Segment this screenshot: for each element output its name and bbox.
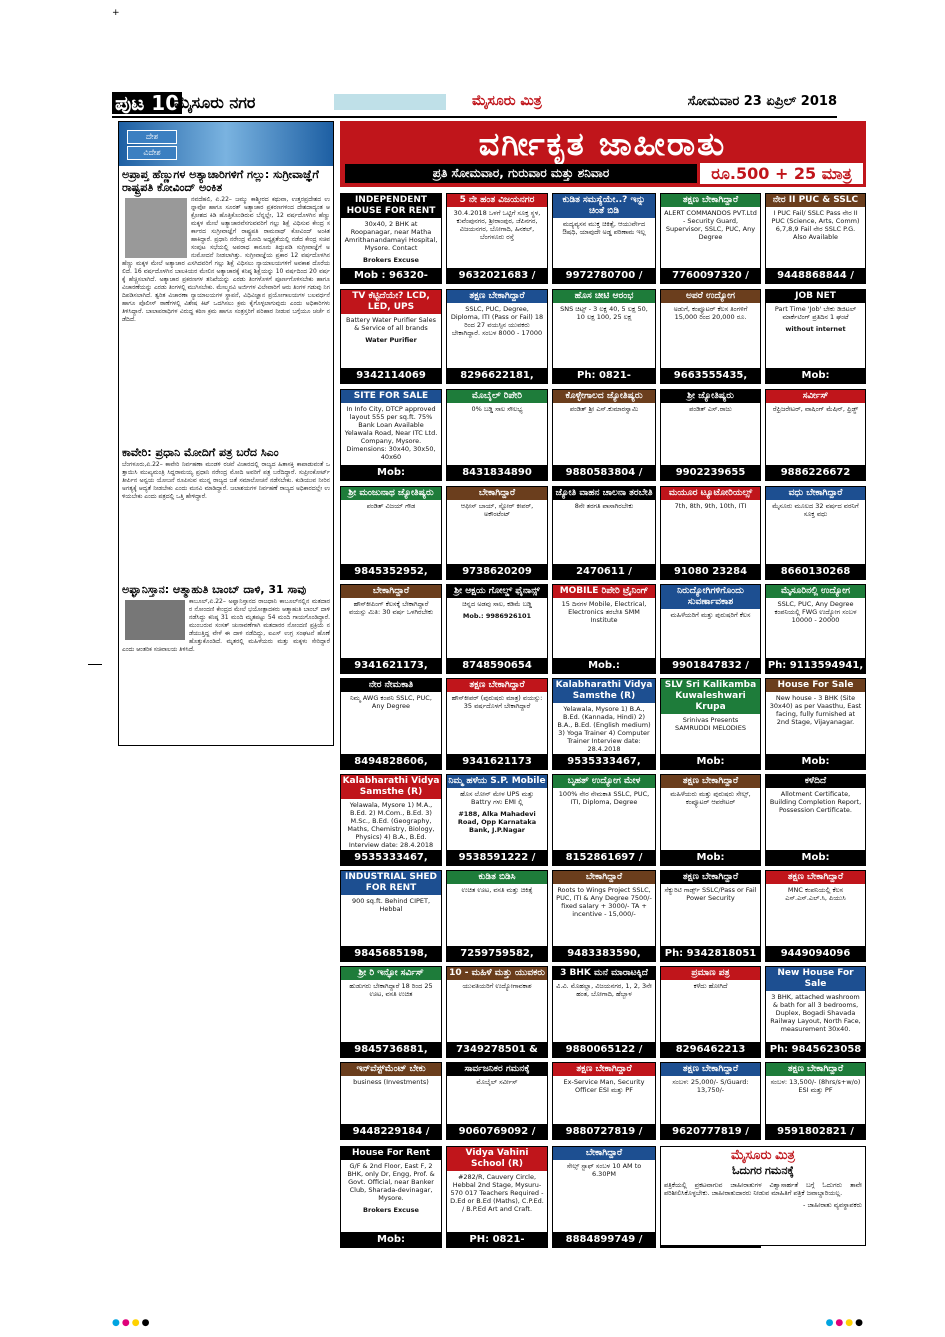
ad-text: ALERT COMMANDOS PVT.Ltd - Security Guard, Supervisor, SSLC, PUC, Any Degree: [664, 209, 757, 241]
ad-text: Ex-Service Man, Security Officer ESI ಮತ್ತು PF: [563, 1078, 645, 1094]
ad-text: 100% ನೇರ ನೇಮಕಾತಿ SSLC, PUC, ITI, Diploma, Degree: [558, 790, 650, 806]
classified-ad: [446, 1146, 548, 1248]
ad-phone: 8296462213: [661, 1042, 760, 1057]
ad-text: ಮೈಸೂರು ಮೂಲದ 32 ವರ್ಷದ ವರನಿಗೆ ಸೂಕ್ತ ವಧು: [772, 502, 859, 518]
ad-heading: ಕುಡಿತ ಸಮಸ್ಯೆಯೇ..? ಇನ್ನು ಚಿಂತೆ ಬಿಡಿ: [553, 194, 655, 218]
ad-phone: 9901847832 /: [661, 658, 760, 673]
ad-phone: 9738620209: [447, 564, 547, 579]
ad-phone: 9591802821 /: [766, 1124, 865, 1139]
classified-ad: [446, 289, 548, 384]
ad-phone: Mob:: [766, 754, 865, 769]
ad-heading: ಕುಡಿತ ಬಿಡಿಸಿ: [447, 871, 547, 884]
ad-heading: TV ಕೆಟ್ಟಿದೆಯೇ? LCD, LED, UPS: [341, 290, 441, 314]
ad-phone: Ph: 9113594941,: [767, 660, 864, 671]
ad-text: ಕಳೆದು ಹೋಗಿದೆ: [693, 982, 728, 990]
ad-phone: Mob:: [661, 754, 760, 769]
classified-ad: [660, 486, 761, 580]
ad-heading: ತಕ್ಷಣ ಬೇಕಾಗಿದ್ದಾರೆ: [766, 1063, 865, 1076]
ad-text: ಸಂಬಳ: 25,000/- S/Guard: 13,750/-: [672, 1078, 749, 1094]
ad-text: Yelawala, Mysore 1) M.A., B.Ed. 2) M.Com., B.Ed. 3) M.Sc., B.Ed. (Geography, Maths, Chemistry, Biology, Physics) 4) B.A., B.Ed. Interview date: 28.4.2018: [347, 801, 435, 849]
ad-phone: 9632021683 /: [447, 268, 547, 283]
ad-text: New house - 3 BHK (Site 30x40) as per Vaasthu, East facing, fully furnished at 2nd Stage, Vijayanagar.: [769, 694, 862, 726]
ad-text: ಮಹಿಳೆಯರು ಮತ್ತು ಪುರುಷರು ಸೇಲ್ಸ್, ಕಂಪ್ಯೂಟರ್ ಆಪರೇಟರ್: [670, 790, 751, 806]
ad-text: ಪಂಡಿತ್ ಶ್ರೀ ಎಸ್.ಕುಮಾರಸ್ವಾಮಿ: [569, 405, 639, 413]
classified-ad: [660, 289, 761, 384]
classified-ad: [765, 870, 866, 962]
ad-heading: ತಕ್ಷಣ ಬೇಕಾಗಿದ್ದಾರೆ: [661, 194, 760, 207]
ad-phone: 7349278501 &: [447, 1042, 547, 1057]
ad-phone: Ph: 9342818051: [661, 946, 760, 961]
ad-text: ಚಿನ್ನದ ಅಡವು ಸಾಲ, ಕಡಿಮೆ ಬಡ್ಡಿ: [462, 600, 532, 608]
ad-phone: 9880065122 /: [553, 1042, 655, 1057]
ad-text: ಮೊಬೈಲ್ ಸರ್ವೀಸ್: [476, 1078, 518, 1086]
news-headline-1: ಅಪ್ರಾಪ್ತ ಹೆಣ್ಣುಗಳ ಅತ್ಯಾಚಾರಿಗಳಿಗೆ ಗಲ್ಲು: ಸುಗ್ರೀವಾಜ್ಞೆಗೆ ರಾಷ್ಟ್ರಪತಿ ಕೋವಿಂದ್ ಅಂಕಿತ: [122, 168, 319, 194]
ad-heading: ಮೊಬೈಲ್ ರಿಪೇರಿ: [447, 390, 547, 403]
ad-text: I PUC Fail/ SSLC Pass ನೇರ II PUC (Science, Arts, Comm) 6,7,8,9 Fail ನೇರ SSLC P.G. Also Available: [771, 209, 860, 241]
news-headline-2: ಕಾವೇರಿ: ಪ್ರಧಾನಿ ಮೋದಿಗೆ ಪತ್ರ ಬರೆದ ಸಿಎಂ: [122, 446, 279, 459]
classified-ad: [552, 193, 656, 284]
ad-heading: 10 - ಮಹಿಳೆ ಮತ್ತು ಯುವಕರು: [447, 967, 547, 980]
ad-phone: Mob.:: [553, 658, 655, 673]
classified-ad: [552, 966, 656, 1058]
news-headline-3: ಅಫ್ಘಾನಿಸ್ತಾನ: ಆತ್ಮಾಹುತಿ ಬಾಂಬ್ ದಾಳಿ, 31 ಸಾವು: [122, 583, 307, 596]
margin-rule: [88, 664, 102, 665]
ad-phone: 7259759582,: [447, 946, 547, 961]
classified-ad: [340, 870, 442, 962]
classified-ad: [552, 289, 656, 384]
ad-text: ಪಂಡಿತ್ ಎಸ್.ರಾಜು: [689, 405, 732, 413]
ad-text: business (Investments): [353, 1078, 429, 1086]
ad-heading: JOB NET: [766, 290, 865, 303]
page-header: [112, 90, 837, 116]
ad-heading: Vidya Vahini School (R): [447, 1147, 547, 1171]
classified-ad: [765, 774, 866, 866]
page-number: ಪುಟ 10: [112, 92, 182, 114]
ad-text: 0% ಬಡ್ಡಿ ಸಾಲ ಸೌಲಭ್ಯ: [471, 405, 523, 413]
ad-phone: 9663555435,: [661, 368, 760, 383]
ad-text: SSLC, PUC, Degree, Diploma, ITI (Pass or Fail) 18 ರಿಂದ 27 ವಯಸ್ಸಿನ ಯುವಕರು ಬೇಕಾಗಿದ್ದಾರೆ. ಸಂಬಳ 8000 - 17000: [450, 305, 544, 337]
ad-note: #188, Alka Mahadevi Road, Opp Karnataka Bank, J.P.Nagar: [457, 810, 537, 834]
ad-heading: ತಕ್ಷಣ ಬೇಕಾಗಿದ್ದಾರೆ: [661, 1063, 760, 1076]
ad-heading: ನೇರ ನೇಮಕಾತಿ: [341, 679, 441, 692]
ad-phone: Mob : 96320-: [341, 268, 441, 283]
ad-text: Yelawala, Mysore 1) B.A., B.Ed. (Kannada, Hindi) 2) B.A., B.Ed. (English medium) 3) Yoga Trainer 4) Computer Trainer Interview date: 28.4.2018: [557, 705, 651, 753]
reader-notice: [660, 1146, 866, 1246]
classified-ad: [340, 1062, 442, 1140]
ad-heading: ವಧು ಬೇಕಾಗಿದ್ದಾರೆ: [766, 487, 865, 500]
ad-heading: Kalabharathi Vidya Samsthe (R): [553, 679, 655, 703]
ad-text: ಅಡುಗೆ, ಕಂಪ್ಯೂಟರ್ ಕೆಲಸ ತಿಂಗಳಿಗೆ 15,000 ರಿಂದ 20,000 ರೂ.: [673, 305, 748, 321]
ad-phone: 9886226672: [766, 465, 865, 480]
ad-text: ಹುಡುಗರು ಬೇಕಾಗಿದ್ದಾರೆ 18 ರಿಂದ 25 ಊಟ, ವಸತಿ ಉಚಿತ: [349, 982, 433, 998]
globe-banner: [119, 122, 333, 166]
ad-phone: 8431834890: [447, 465, 547, 480]
classified-ad: [340, 193, 442, 284]
header-rule: [112, 116, 837, 118]
ad-phone: 8660130268: [766, 564, 865, 579]
ad-text: 7th, 8th, 9th, 10th, ITI: [674, 502, 747, 510]
ad-text: Roots to Wings Project SSLC, PUC, ITI & Any Degree 7500/- fixed salary + 3000/- TA + incentive - 15,000/-: [556, 886, 652, 918]
ad-phone: 9341621173,: [341, 658, 441, 673]
ad-phone: 9538591222 /: [447, 850, 547, 865]
ad-phone: 9449094096: [766, 946, 865, 961]
ad-phone: 9060769092 /: [447, 1124, 547, 1139]
banner-days: ಪ್ರತಿ ಸೋಮವಾರ, ಗುರುವಾರ ಮತ್ತು ಶನಿವಾರ: [345, 164, 697, 183]
ad-note: Mob.: 9986926101: [462, 612, 532, 620]
classified-ad: [660, 389, 761, 481]
classified-ad: [552, 678, 656, 770]
classified-ad: [765, 678, 866, 770]
classified-ad: [446, 774, 548, 866]
banner-price: ರೂ.500 + 25 ಮಾತ್ರ: [700, 163, 863, 184]
ad-phone: 8296622181,: [447, 368, 547, 383]
ad-text: ಸೆಕ್ಯುರಿಟಿ ಗಾರ್ಡ್ಸ್ SSLC/Pass or Fail Power Security: [664, 886, 757, 902]
classified-ad: [765, 584, 866, 674]
news-column: [118, 121, 334, 746]
ad-heading: ಬೇಕಾಗಿದ್ದಾರೆ: [553, 1147, 655, 1160]
ad-heading: SLV Sri Kalikamba Kuwaleshwari Krupa: [661, 679, 760, 714]
ad-text: ಹೊಸ ಲೋನ್ ಮೇಳ UPS ಮತ್ತು Battry ಗಳು EMI ಲ್ಲಿ: [460, 790, 534, 806]
ad-phone: 8494828606,: [341, 754, 441, 769]
ad-heading: MOBILE ರಿಪೇರಿ ಟ್ರೈನಿಂಗ್: [553, 585, 655, 598]
ad-phone: 2470611 /: [553, 564, 655, 579]
classified-ad: [552, 774, 656, 866]
ad-heading: ಹೊಸ ಚೀಟಿ ಆರಂಭ: [553, 290, 655, 303]
ad-heading: New House For Sale: [766, 967, 865, 991]
classified-ad: [552, 486, 656, 580]
ad-text: Part Time 'Job' ಬೇಕು ಡಿಜಿಟಲ್ ಮಾರ್ಕೆಟಿಂಗ್ ಪ್ರತಿದಿನ 1 ಘಂಟೆ: [774, 305, 857, 321]
ad-phone: 9845736881,: [341, 1042, 441, 1057]
ad-heading: ಕಳೆದಿದೆ: [766, 775, 865, 788]
ad-note: Brokers Excuse: [363, 1206, 419, 1214]
classified-ad: [446, 870, 548, 962]
classified-ad: [552, 1146, 656, 1248]
notice-sign: - ಜಾಹೀರಾತು ವ್ಯವಸ್ಥಾಪಕರು: [803, 1201, 862, 1209]
ad-heading: ಮಯೂರ ಟ್ಯೂಟೋರಿಯಲ್ಸ್: [661, 487, 760, 500]
ad-note: Brokers Excuse: [363, 256, 419, 264]
ad-text: ಹೌಸ್‌ಕೀಪಿಂಗ್ ಕೆಲಸಕ್ಕೆ ಬೇಕಾಗಿದ್ದಾರೆ ವಯಸ್ಸು ಮಿತಿ: 30 ವರ್ಷ ಒಳಗಿರಬೇಕು: [348, 600, 434, 616]
classified-ad: [765, 1062, 866, 1140]
ad-phone: 9902239655: [661, 465, 760, 480]
classified-ad: [660, 1062, 761, 1140]
classified-ad: [446, 486, 548, 580]
ad-phone: PH: 0821-: [447, 1232, 547, 1247]
classified-ad: [552, 870, 656, 962]
ad-phone: 8884899749 /: [553, 1232, 655, 1247]
ad-text: ರೆಫ್ರಿಜರೇಟರ್, ವಾಷಿಂಗ್ ಮೆಷಿನ್, ಫ್ರಿಡ್ಜ್: [772, 405, 859, 413]
ad-heading: ಜ್ಯೋತಿ ವಾಹನ ಚಾಲನಾ ತರಬೇತಿ: [553, 487, 655, 500]
classified-ad: [446, 193, 548, 284]
ad-text: SSLC, PUC, Any Degree ಕಂಪನಿಯಲ್ಲಿ FWG ಉದ್ಯೋಗ ಸಂಬಳ 10000 - 20000: [774, 600, 857, 624]
news-body-3: [119, 598, 333, 708]
classified-ad: [552, 584, 656, 674]
color-dots-left: ●●●●: [112, 1318, 152, 1328]
classified-ad: [340, 289, 442, 384]
ad-phone: 9845352952,: [341, 564, 441, 579]
header-strip: [334, 94, 446, 110]
ad-heading: ಬೇಕಾಗಿದ್ದಾರೆ: [553, 871, 655, 884]
ad-heading: ಶ್ರೀ ಜ್ಯೋತಿಷ್ಯರು: [661, 390, 760, 403]
classified-ad: [765, 966, 866, 1058]
ad-phone: 9342114069: [341, 368, 441, 383]
ad-heading: ತಕ್ಷಣ ಬೇಕಾಗಿದ್ದಾರೆ: [766, 871, 865, 884]
news-tag-desha: ದೇಶ: [127, 130, 177, 144]
ad-text: ಆಫೀಸ್ ಬಾಯ್, ಸ್ಟೋರ್ ಕೀಪರ್, ಅಕೌಂಟೆಂಟ್: [460, 502, 534, 518]
ad-phone: 91080 23284: [661, 564, 760, 579]
ad-heading: ಬೇಕಾಗಿದ್ದಾರೆ: [341, 585, 441, 598]
classified-ad: [660, 966, 761, 1058]
ad-heading: ಅಪರೆ ಉದ್ಯೋಗ: [661, 290, 760, 303]
ad-heading: ತಕ್ಷಣ ಬೇಕಾಗಿದ್ದಾರೆ: [447, 679, 547, 692]
ad-text: Battery Water Purifier Sales & Service of all brands: [346, 316, 436, 332]
banner-title: ವರ್ಗೀಕೃತ ಜಾಹೀರಾತು: [478, 125, 727, 163]
ad-phone: 7760097320 /: [661, 268, 760, 283]
notice-title: ಮೈಸೂರು ಮಿತ್ರ: [731, 1147, 795, 1162]
ad-heading: House For Rent: [341, 1147, 441, 1160]
ad-heading: ಮೈಸೂರಿನಲ್ಲಿ ಉದ್ಯೋಗ: [766, 585, 865, 598]
classified-ad: [765, 486, 866, 580]
ad-heading: INDEPENDENT HOUSE FOR RENT: [341, 194, 441, 218]
ad-text: MNC ಕಂಪನಿಯಲ್ಲಿ ಕೆಲಸ ಎಸ್.ಎಸ್.ಎಲ್.ಸಿ, ಪಿಯುಸಿ: [785, 886, 846, 902]
notice-subtitle: ಓದುಗರ ಗಮನಕ್ಕೆ: [732, 1165, 794, 1177]
president-photo: [125, 198, 187, 258]
ad-text: #282/R, Cauvery Circle, Hebbal 2nd Stage, Mysuru-570 017 Teachers Required - D.Ed or B.Ed (Maths), C.P.Ed. / B.P.Ed Art and Craft.: [450, 1173, 544, 1213]
classified-ad: [765, 389, 866, 481]
classified-ad: [660, 193, 761, 284]
ad-heading: ನಿಮ್ಮ ಹಳೆಯ S.P. Mobile: [448, 776, 546, 786]
ad-text: 30.4.2018 ಒಳಗೆ ಒಟ್ಟಿಗೆ ಸೂಕ್ತ ಸ್ಥಳ, ಕುವೆಂಪುನಗರ, ಶ್ರೀರಾಂಪುರ, ಜೆಪಿನಗರ, ವಿಜಯನಗರ, ಬೋಗಾದಿ, ಹಿನಕಲ್, ಬೆಂಗಳೂರು ರಸ್ತೆ: [453, 209, 541, 241]
classified-ad: [765, 193, 866, 284]
classified-ad: [340, 584, 442, 674]
ad-phone: 9535333467,: [341, 850, 441, 865]
ad-text: Allotment Certificate, Building Completion Report, Possession Certificate.: [769, 790, 862, 814]
ad-heading: ಕೊಳ್ಳೇಗಾಲದ ಜ್ಯೋತಿಷ್ಯರು: [553, 390, 655, 403]
ad-heading: ಶ್ರೀ ಆಕ್ಷಯ ಗೋಲ್ಡ್ ಫೈನಾನ್ಸ್: [447, 585, 547, 598]
ad-heading: 5 ನೇ ಹಂತ ವಿಜಯನಗರ: [447, 194, 547, 207]
classified-ad: [765, 289, 866, 384]
classified-ad: [446, 678, 548, 770]
ad-phone: 9880727819 /: [553, 1124, 655, 1139]
ad-heading: ಬೇಕಾಗಿದ್ದಾರೆ: [447, 487, 547, 500]
classified-ad: [446, 966, 548, 1058]
ad-text: ವಿ.ವಿ. ಮೊಹಲ್ಲಾ, ವಿಜಯನಗರ, 1, 2, 3ನೇ ಹಂತ, ಬೋಗಾದಿ, ಹೆಬ್ಬಾಳ: [556, 982, 652, 998]
ad-heading: ಶ್ರೀ ರಿ ಇನ್ಫೋ ಸರ್ವಿಸ್: [341, 967, 441, 980]
ad-heading: ಪ್ರಮಾಣ ಪತ್ರ: [661, 967, 760, 980]
classified-ad: [340, 774, 442, 866]
classified-ad: [660, 678, 761, 770]
issue-date: ಸೋಮವಾರ 23 ಏಪ್ರಿಲ್ 2018: [687, 94, 837, 109]
ad-heading: 3 BHK ಮನೆ ಮಾರಾಟಕ್ಕಿದೆ: [553, 967, 655, 980]
blast-photo: [125, 600, 185, 640]
news-tag-videsha: ವಿದೇಶ: [127, 146, 177, 160]
ad-heading: ಶ್ರೀ ಮಂಜುನಾಥ ಜ್ಯೋತಿಷ್ಯರು: [341, 487, 441, 500]
ad-phone: Ph: 0821-: [553, 368, 655, 383]
classified-ad: [340, 1146, 442, 1248]
ad-text: ಉಚಿತ ಊಟ, ವಸತಿ ಮತ್ತು ಚಿಕಿತ್ಸೆ: [461, 886, 533, 894]
classified-ad: [446, 584, 548, 674]
ad-phone: 9535333467,: [553, 754, 655, 769]
masthead: ಮೈಸೂರು ಮಿತ್ರ: [472, 93, 542, 109]
ad-phone: 8152861697 /: [553, 850, 655, 865]
registration-marks: +: [112, 8, 121, 18]
ad-heading: ತಕ್ಷಣ ಬೇಕಾಗಿದ್ದಾರೆ: [661, 775, 760, 788]
ad-phone: 9483383590,: [553, 946, 655, 961]
classified-ad: [446, 389, 548, 481]
classified-ad: [340, 678, 442, 770]
ad-text: 30x40, 2 BHK at Roopanagar, near Matha Amrithanandamayi Hospital, Mysore. Contact: [344, 220, 438, 252]
classified-ad: [340, 966, 442, 1058]
news-text-1: ನವದೆಹಲಿ, ಏ.22– ಜಮ್ಮು ಕಾಶ್ಮೀರದ ಕಥುವಾ, ಉತ್ತರಪ್ರದೇಶದ ಉನ್ನಾವೋ ಹಾಗೂ ಸೂರತ್ ಅತ್ಯಾಚಾರ ಪ್ರಕರಣಗಳಿಂದ ದೇಶದಾದ್ಯಂತ ಆಕ್ರೋಶದ ಕಿಡಿ ಹೊತ್ತಿಕೊಂಡಿರುವ ಬೆನ್ನಲ್ಲೇ, 12 ವರ್ಷದೊಳಗಿನ ಹೆಣ್ಣು ಮಕ್ಕಳ ಮೇಲೆ ಅತ್ಯಾಚಾರವೆಸಗುವವರಿಗೆ ಗಲ್ಲು ಶಿಕ್ಷೆ ವಿಧಿಸುವ ಕೇಂದ್ರ ಸರ್ಕಾರದ ಸುಗ್ರೀವಾಜ್ಞೆಗೆ ರಾಷ್ಟ್ರಪತಿ ರಾಮನಾಥ್ ಕೋವಿಂದ್ ಅಂಕಿತ ಹಾಕಿದ್ದಾರೆ. ಪ್ರಧಾನಿ ನರೇಂದ್ರ ಮೋದಿ ಅಧ್ಯಕ್ಷತೆಯಲ್ಲಿ ನಡೆದ ಕೇಂದ್ರ ಸಚಿವ ಸಂಪುಟ ಸಭೆಯಲ್ಲಿ ಅಪರಾಧ ಕಾನೂನು ತಿದ್ದುಪಡಿ ಸುಗ್ರೀವಾಜ್ಞೆಗೆ ಅನುಮೋದನೆ ನೀಡಲಾಗಿತ್ತು. ಸುಗ್ರೀವಾಜ್ಞೆಯ ಪ್ರಕಾರ 12 ವರ್ಷದೊಳಗಿನ ಹೆಣ್ಣು ಮಕ್ಕಳ ಮೇಲೆ ಅತ್ಯಾಚಾರ ಎಸಗಿದವರಿಗೆ ಗಲ್ಲು ಶಿಕ್ಷೆ ವಿಧಿಸಲು ನ್ಯಾಯಾಲಯಗಳಿಗೆ ಅವಕಾಶ ದೊರೆಯಲಿದೆ. 16 ವರ್ಷದೊಳಗಿನ ಬಾಲಕಿಯರ ಮೇಲಿನ ಅತ್ಯಾಚಾರಕ್ಕೆ ಕನಿಷ್ಠ ಶಿಕ್ಷೆಯನ್ನು 10 ವರ್ಷದಿಂದ 20 ವರ್ಷಕ್ಕೆ ಹೆಚ್ಚಿಸಲಾಗಿದೆ. ಅತ್ಯಾಚಾರ ಪ್ರಕರಣಗಳ ತನಿಖೆಯನ್ನು ಎರಡು ತಿಂಗಳೊಳಗೆ ಪೂರ್ಣಗೊಳಿಸಬೇಕು ಹಾಗೂ ವಿಚಾರಣೆಯನ್ನು ಎರಡು ತಿಂಗಳಲ್ಲಿ ಮುಗಿಸಬೇಕು. ಮೇಲ್ಮನವಿ ಅರ್ಜಿಗಳ ವಿಲೇವಾರಿಗೆ ಆರು ತಿಂಗಳ ಗಡುವು ನಿಗದಿಪಡಿಸಲಾಗಿದೆ. ತ್ವರಿತ ವಿಚಾರಣಾ ನ್ಯಾಯಾಲಯಗಳ ಸ್ಥಾಪನೆ, ವಿಧಿವಿಜ್ಞಾನ ಪ್ರಯೋಗಾಲಯಗಳ ಬಲವರ್ಧನೆ ಹಾಗೂ ಪೊಲೀಸ್ ಠಾಣೆಗಳಲ್ಲಿ ವಿಶೇಷ ಕಿಟ್ ಒದಗಿಸಲು ಕ್ರಮ ಕೈಗೊಳ್ಳಲಾಗುವುದು ಎಂದು ಅಧಿಕಾರಿಗಳು ತಿಳಿಸಿದ್ದಾರೆ. ಬಾಲಾಪರಾಧಿಗಳ ವಿರುದ್ಧ ಕಠಿಣ ಕ್ರಮ ಹಾಗೂ ಸಂತ್ರಸ್ತರಿಗೆ ಪರಿಹಾರ ನೀಡುವ ಬಗ್ಗೆಯೂ ಚರ್ಚೆ ನಡೆದಿದೆ.: [122, 196, 330, 323]
ad-phone: 9448868844 /: [766, 268, 865, 283]
ad-phone: Mob:: [341, 1232, 441, 1247]
ad-text: ಯುವತಿಯರಿಗೆ ಉದ್ಯೋಗಾವಕಾಶ: [462, 982, 532, 990]
classified-ad: [660, 584, 761, 674]
classified-ad: [340, 389, 442, 481]
classified-ad: [340, 486, 442, 580]
news-body-1: [119, 196, 333, 444]
classified-ad: [660, 774, 761, 866]
ad-text: Srinivas Presents SAMRUDDI MELODIES: [675, 716, 746, 732]
ad-heading: House For Sale: [766, 679, 865, 692]
news-body-2: ಬೆಂಗಳೂರು,ಏ.22– ಕಾವೇರಿ ನಿರ್ವಹಣಾ ಮಂಡಳಿ ರಚನೆ ವಿಚಾರದಲ್ಲಿ ರಾಜ್ಯದ ಹಿತಾಸಕ್ತಿ ಕಾಪಾಡುವಂತೆ ಒತ್ತಾಯಿಸಿ ಮುಖ್ಯಮಂತ್ರಿ ಸಿದ್ದರಾಮಯ್ಯ ಪ್ರಧಾನಿ ನರೇಂದ್ರ ಮೋದಿ ಅವರಿಗೆ ಪತ್ರ ಬರೆದಿದ್ದಾರೆ. ಸುಪ್ರೀಂಕೋರ್ಟ್ ತೀರ್ಪಿನ ಅನ್ವಯ ಯೋಜನೆ ರೂಪಿಸುವ ಮುನ್ನ ರಾಜ್ಯದ ಜತೆ ಸಮಾಲೋಚನೆ ನಡೆಸಬೇಕು. ಕುಡಿಯುವ ನೀರಿನ ಅಗತ್ಯಕ್ಕೆ ಆದ್ಯತೆ ನೀಡಬೇಕು ಎಂದು ಮನವಿ ಮಾಡಿದ್ದಾರೆ. ಜಲಾಶಯಗಳ ನಿರ್ವಹಣೆ ರಾಜ್ಯದ ಅಧಿಕಾರದಲ್ಲೇ ಉಳಿಯಬೇಕು ಎಂದು ಪತ್ರದಲ್ಲಿ ಒತ್ತಿ ಹೇಳಿದ್ದಾರೆ.: [122, 461, 330, 500]
ad-text: 900 sq.ft. Behind CIPET, Hebbal: [351, 897, 431, 913]
color-dots-right: ●●●●: [825, 1318, 865, 1328]
ad-note: Water Purifier: [365, 336, 417, 344]
classified-ad: [552, 1062, 656, 1140]
ad-heading: ತಕ್ಷಣ ಬೇಕಾಗಿದ್ದಾರೆ: [661, 871, 760, 884]
ad-phone: 9845685198,: [341, 946, 441, 961]
ad-heading: ತಕ್ಷಣ ಬೇಕಾಗಿದ್ದಾರೆ: [553, 1063, 655, 1076]
ad-text: G/F & 2nd Floor, East F, 2 BHK, only Dr, Engg, Prof. & Govt. Official, near Banker Club, Sharada-devinagar, Mysore.: [347, 1162, 435, 1202]
ad-phone: Mob:: [661, 850, 760, 865]
notice-text: ಪತ್ರಿಕೆಯಲ್ಲಿ ಪ್ರಕಟವಾಗುವ ಜಾಹೀರಾತುಗಳ ವಿಶ್ವಾಸಾರ್ಹತೆ ಬಗ್ಗೆ ಓದುಗರು ತಾವೇ ಪರಿಶೀಲಿಸಿಕೊಳ್ಳಬೇಕು. ಜಾಹೀರಾತುದಾರರು ನೀಡುವ ಮಾಹಿತಿಗೆ ಪತ್ರಿಕೆ ಜವಾಬ್ದಾರಿಯಲ್ಲ.: [664, 1181, 862, 1197]
ad-text: 3 BHK, attached washroom & bath for all 3 bedrooms, Duplex, Bogadi Shavada Railway Layout, North Face, measurement 30x40.: [770, 993, 861, 1033]
ad-text: In Info City, DTCP approved layout 555 per sq.ft. 75% Bank Loan Available Yelawala Road, Near ITC Ltd. Company, Mysore. Dimensions: 30x40, 30x50, 40x60: [344, 405, 438, 461]
ad-text: ಮದ್ಯವ್ಯಸನ ಮುಕ್ತ ಚಿಕಿತ್ಸೆ, ಆಯುರ್ವೇದ ಔಷಧಿ, ಯಾವುದೇ ಅಡ್ಡ ಪರಿಣಾಮ ಇಲ್ಲ: [562, 220, 646, 236]
ad-phone: Ph: 9845623058: [766, 1042, 865, 1057]
ad-heading: SITE FOR SALE: [341, 390, 441, 403]
ad-heading: INDUSTRIAL SHED FOR RENT: [341, 871, 441, 895]
ad-note: without internet: [785, 325, 846, 333]
ad-heading: ತಕ್ಷಣ ಬೇಕಾಗಿದ್ದಾರೆ: [447, 290, 547, 303]
ad-heading: ಇನ್‌ವೆಸ್ಟ್‌ಮೆಂಟ್ ಬೇಕು: [341, 1063, 441, 1076]
ad-heading: ಸಾರ್ವಜನಿಕರ ಗಮನಕ್ಕೆ: [447, 1063, 547, 1076]
ad-text: SNS ಚಿಟ್ಸ್ - 3 ಲಕ್ಷ 40, 5 ಲಕ್ಷ 50, 10 ಲಕ್ಷ 100, 25 ಲಕ್ಷ: [560, 305, 648, 321]
section-title: ಮೈಸೂರು ನಗರ: [174, 93, 256, 112]
ad-phone: Mob:: [766, 368, 865, 383]
ad-phone: Mob:: [766, 850, 865, 865]
ad-text: ಮಹಿಳೆಯರಿಗೆ ಮತ್ತು ಪುರುಷರಿಗೆ ಕೆಲಸ: [670, 611, 751, 619]
ad-text: ಸೇಲ್ಸ್ ಸ್ಟಾಫ್ ಸಂಬಳ 10 AM to 6.30PM: [566, 1162, 642, 1178]
ad-phone: 9341621173: [447, 754, 547, 769]
ad-phone: 9972780700 /: [553, 268, 655, 283]
ad-heading: ಬೃಹತ್ ಉದ್ಯೋಗ ಮೇಳ: [553, 775, 655, 788]
ad-text: 8ನೇ ತರಗತಿ ಪಾಸಾಗಿರಬೇಕು: [574, 502, 634, 510]
ad-text: ಸಂಬಳ: 13,500/- (8hrs/s+w/o) ESI ಮತ್ತು PF: [770, 1078, 861, 1094]
ad-text: ನಿಮ್ಮ AWG ಕಂಪನಿ SSLC, PUC, Any Degree: [350, 694, 432, 710]
classified-ad: [446, 1062, 548, 1140]
ad-text: 15 ದಿನಗಳ Mobile, Electrical, Electronics ತರಬೇತಿ SMM Institute: [561, 600, 647, 624]
ad-heading: ನಿರುದ್ಯೋಗಿಗಳಿಗೊಂದು ಸುವರ್ಣಾವಕಾಶ: [661, 585, 760, 609]
ad-heading: Kalabharathi Vidya Samsthe (R): [342, 776, 440, 797]
ad-phone: Mob:: [341, 465, 441, 480]
ad-phone: 9620777819 /: [661, 1124, 760, 1139]
ad-heading: ನೇರ II PUC & SSLC: [766, 194, 865, 207]
ad-phone: 9448229184 /: [341, 1124, 441, 1139]
classified-banner: [340, 121, 866, 187]
ad-heading: ಸರ್ವೀಸ್: [766, 390, 865, 403]
classified-ad: [660, 870, 761, 962]
classified-ad: [552, 389, 656, 481]
ad-phone: 9880583804 /: [553, 465, 655, 480]
news-text-3: ಕಾಬೂಲ್,ಏ.22– ಅಫ್ಘಾನಿಸ್ತಾನದ ರಾಜಧಾನಿ ಕಾಬೂಲ್‌ನಲ್ಲಿನ ಮತದಾರರ ನೋಂದಣಿ ಕೇಂದ್ರದ ಮೇಲೆ ಭಯೋತ್ಪಾದಕರು ಆತ್ಮಾಹುತಿ ಬಾಂಬ್ ದಾಳಿ ನಡೆಸಿದ್ದು ಕನಿಷ್ಠ 31 ಮಂದಿ ಮೃತಪಟ್ಟು 54 ಮಂದಿ ಗಾಯಗೊಂಡಿದ್ದಾರೆ. ಮುಂಬರುವ ಸಂಸತ್ ಚುನಾವಣೆಗಾಗಿ ಮತದಾರರ ನೋಂದಣಿ ಪ್ರಕ್ರಿಯೆ ನಡೆಯುತ್ತಿದ್ದ ವೇಳೆ ಈ ದಾಳಿ ನಡೆದಿದ್ದು, ಐಎಸ್ ಉಗ್ರ ಸಂಘಟನೆ ಹೊಣೆ ಹೊತ್ತುಕೊಂಡಿದೆ. ಮೃತರಲ್ಲಿ ಮಹಿಳೆಯರು ಮತ್ತು ಮಕ್ಕಳು ಸೇರಿದ್ದಾರೆ ಎಂದು ಆಂತರಿಕ ಸಚಿವಾಲಯ ತಿಳಿಸಿದೆ.: [122, 598, 330, 653]
ad-phone: 8748590654: [447, 658, 547, 673]
ad-text: ಹೌಸ್‌ಕೀಪರ್ (ಪುರುಷರು ಮಾತ್ರ) ವಯಸ್ಸು: 35 ವರ್ಷದೊಳಗೆ ಬೇಕಾಗಿದ್ದಾರೆ: [451, 694, 543, 710]
ad-text: ಪಂಡಿತ್ ವಿಜಯ್ ಗೌಡ: [366, 502, 416, 510]
